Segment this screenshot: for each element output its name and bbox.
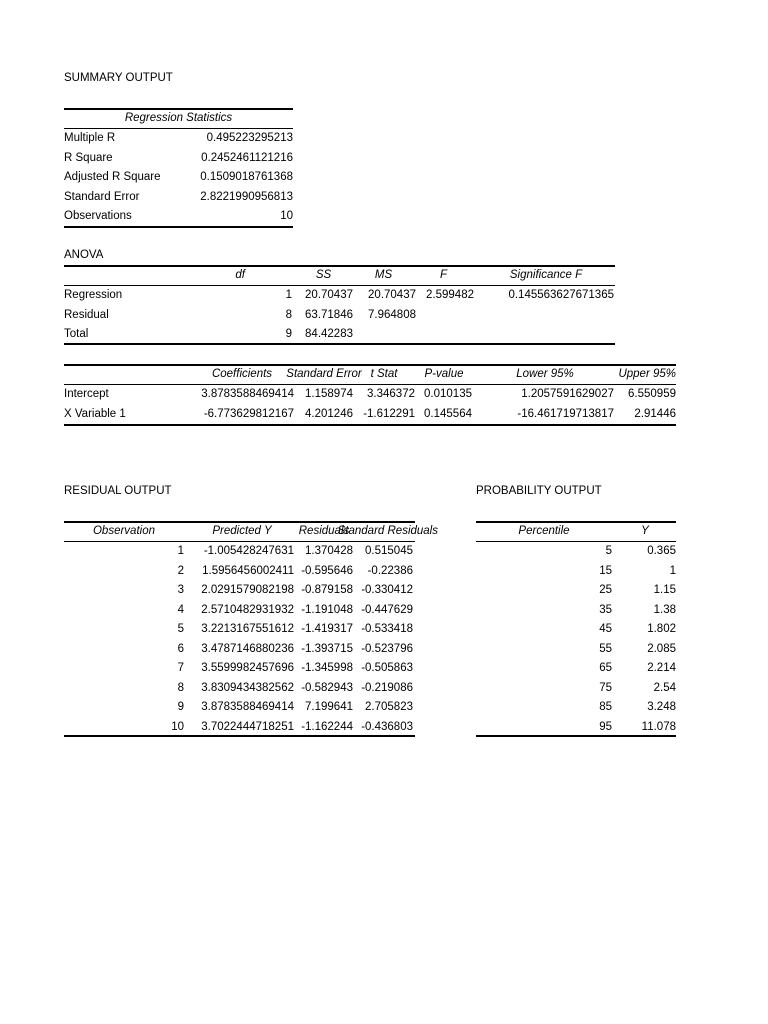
residual-cell-res: -0.595646	[301, 564, 353, 577]
anova-cell-f	[418, 325, 474, 344]
regstat-value: 10	[280, 210, 293, 222]
coef-cell-lower: 1.2057591629027	[521, 388, 614, 400]
anova-cell-ms: 7.964808	[368, 308, 416, 321]
residual-cell-res: -1.191048	[301, 603, 353, 616]
regstat-label: Observations	[64, 210, 132, 222]
residual-cell-pred: 2.0291579082198	[201, 584, 294, 596]
anova-title: ANOVA	[64, 249, 104, 261]
probability-cell-y: 2.214	[647, 662, 676, 674]
residual-cell-std: -0.219086	[361, 681, 413, 694]
probability-output-title: PROBABILITY OUTPUT	[476, 485, 602, 497]
residual-cell-res: -0.582943	[301, 681, 353, 694]
residual-cell-pred: 3.4787146880236	[201, 642, 294, 655]
residual-cell-std: -0.330412	[361, 584, 413, 596]
probability-cell-y: 1.15	[653, 584, 676, 596]
probability-cell-percentile: 45	[599, 623, 612, 635]
probability-header-y: Y	[641, 525, 649, 537]
anova-cell-ss: 84.42283	[305, 328, 353, 340]
coef-cell-p: 0.010135	[424, 388, 472, 400]
residual-cell-res: -1.345998	[301, 662, 353, 674]
residual-cell-std: -0.22386	[367, 564, 413, 577]
residual-header-observation: Observation	[92, 525, 155, 537]
anova-row-label: Total	[64, 328, 89, 340]
probability-cell-y: 2.085	[647, 642, 676, 655]
residual-cell-obs: 9	[177, 701, 184, 713]
probability-cell-percentile: 5	[605, 545, 612, 557]
anova-cell-ms	[356, 325, 416, 344]
residual-cell-pred: 3.8783588469414	[201, 701, 294, 713]
anova-header-df: df	[235, 269, 245, 281]
residual-cell-pred: 3.7022444718251	[201, 720, 294, 733]
anova-cell-sig: 0.145563627671365	[508, 289, 614, 301]
coef-header-p-value: P-value	[424, 368, 464, 380]
coef-cell-coef: -6.773629812167	[203, 407, 294, 420]
regstat-label: R Square	[64, 151, 113, 164]
residual-cell-std: -0.436803	[361, 720, 413, 733]
anova-cell-df: 9	[285, 328, 292, 340]
coef-row-label: X Variable 1	[64, 407, 126, 420]
coef-cell-t: -1.612291	[363, 407, 415, 420]
residual-cell-res: -0.879158	[301, 584, 353, 596]
anova-cell-f: 2.599482	[426, 289, 474, 301]
probability-cell-percentile: 65	[599, 662, 612, 674]
residual-cell-pred: 3.8309434382562	[201, 681, 294, 694]
coef-header-coefficients: Coefficients	[211, 368, 273, 380]
probability-cell-percentile: 35	[599, 603, 612, 616]
probability-cell-y: 11.078	[641, 720, 676, 733]
anova-row-label: Regression	[64, 289, 123, 301]
regstat-label: Multiple R	[64, 132, 116, 144]
residual-cell-pred: 3.2213167551612	[201, 623, 294, 635]
anova-cell-sig	[478, 306, 614, 325]
residual-cell-res: 1.370428	[305, 545, 353, 557]
residual-header-standard-residuals: Standard Residuals	[337, 525, 438, 537]
coef-row-label: Intercept	[64, 388, 109, 400]
regstat-label: Standard Error	[64, 190, 140, 203]
residual-cell-obs: 3	[177, 584, 184, 596]
residual-cell-obs: 7	[177, 662, 184, 674]
probability-cell-percentile: 95	[599, 720, 612, 733]
probability-cell-percentile: 25	[599, 584, 612, 596]
probability-cell-y: 2.54	[653, 681, 676, 694]
probability-cell-y: 3.248	[647, 701, 676, 713]
probability-cell-percentile: 75	[599, 681, 612, 694]
anova-cell-f	[418, 306, 474, 325]
regression-statistics-header: Regression Statistics	[124, 112, 233, 124]
residual-cell-std: -0.505863	[361, 662, 413, 674]
residual-cell-obs: 6	[177, 642, 184, 655]
residual-cell-obs: 2	[177, 564, 184, 577]
anova-cell-df: 1	[285, 289, 292, 301]
residual-header-predicted-y: Predicted Y	[212, 525, 272, 537]
anova-header-significance-f: Significance F	[509, 269, 583, 281]
residual-cell-res: -1.393715	[301, 642, 353, 655]
anova-cell-ss: 20.70437	[305, 289, 353, 301]
anova-header-f: F	[439, 269, 448, 281]
regstat-value: 0.2452461121216	[201, 151, 293, 164]
anova-cell-ss: 63.71846	[305, 308, 353, 321]
residual-output-title: RESIDUAL OUTPUT	[64, 485, 172, 497]
coef-cell-upper: 6.550959	[628, 388, 676, 400]
anova-cell-sig	[478, 325, 614, 344]
residual-cell-obs: 10	[171, 720, 184, 733]
anova-cell-ms: 20.70437	[368, 289, 416, 301]
probability-cell-percentile: 85	[599, 701, 612, 713]
residual-cell-pred: 2.5710482931932	[201, 603, 294, 616]
residual-cell-obs: 1	[177, 545, 184, 557]
coef-header-lower-95: Lower 95%	[516, 368, 574, 380]
residual-cell-std: -0.533418	[361, 623, 413, 635]
anova-header-ss: SS	[315, 269, 332, 281]
residual-header-residuals: Residuals	[298, 525, 350, 537]
coef-cell-p: 0.145564	[424, 407, 472, 420]
residual-cell-obs: 5	[177, 623, 184, 635]
regstat-value: 0.495223295213	[206, 132, 293, 144]
residual-cell-res: -1.162244	[301, 720, 353, 733]
regstat-value: 2.8221990956813	[200, 190, 293, 203]
residual-cell-res: 7.199641	[305, 701, 353, 713]
anova-row-label: Residual	[64, 308, 109, 321]
coef-header-t-stat: t Stat	[370, 368, 398, 380]
coef-cell-coef: 3.8783588469414	[201, 388, 294, 400]
residual-cell-obs: 8	[177, 681, 184, 694]
probability-cell-y: 0.365	[647, 545, 676, 557]
probability-cell-y: 1	[669, 564, 676, 577]
coef-cell-se: 4.201246	[305, 407, 353, 420]
anova-cell-df: 8	[285, 308, 292, 321]
residual-cell-std: -0.523796	[361, 642, 413, 655]
residual-cell-std: 2.705823	[365, 701, 413, 713]
coef-cell-se: 1.158974	[305, 388, 353, 400]
residual-cell-pred: 1.5956456002411	[202, 564, 294, 577]
coef-header-standard-error: Standard Error	[286, 368, 362, 380]
residual-cell-obs: 4	[177, 603, 184, 616]
coef-cell-t: 3.346372	[367, 388, 415, 400]
regstat-label: Adjusted R Square	[64, 171, 161, 183]
coef-header-upper-95: Upper 95%	[618, 368, 676, 380]
residual-cell-std: -0.447629	[361, 603, 413, 616]
residual-cell-pred: -1.005428247631	[203, 545, 294, 557]
residual-cell-std: 0.515045	[365, 545, 413, 557]
probability-cell-y: 1.38	[653, 603, 676, 616]
probability-header-percentile: Percentile	[518, 525, 570, 537]
residual-cell-res: -1.419317	[301, 623, 353, 635]
residual-cell-pred: 3.5599982457696	[201, 662, 294, 674]
regstat-value: 0.1509018761368	[200, 171, 293, 183]
probability-cell-percentile: 55	[599, 642, 612, 655]
anova-header-ms: MS	[374, 269, 393, 281]
coef-cell-lower: -16.461719713817	[517, 407, 614, 420]
coef-cell-upper: 2.91446	[634, 407, 676, 420]
probability-cell-y: 1.802	[647, 623, 676, 635]
probability-cell-percentile: 15	[599, 564, 612, 577]
summary-output-title: SUMMARY OUTPUT	[64, 72, 173, 84]
